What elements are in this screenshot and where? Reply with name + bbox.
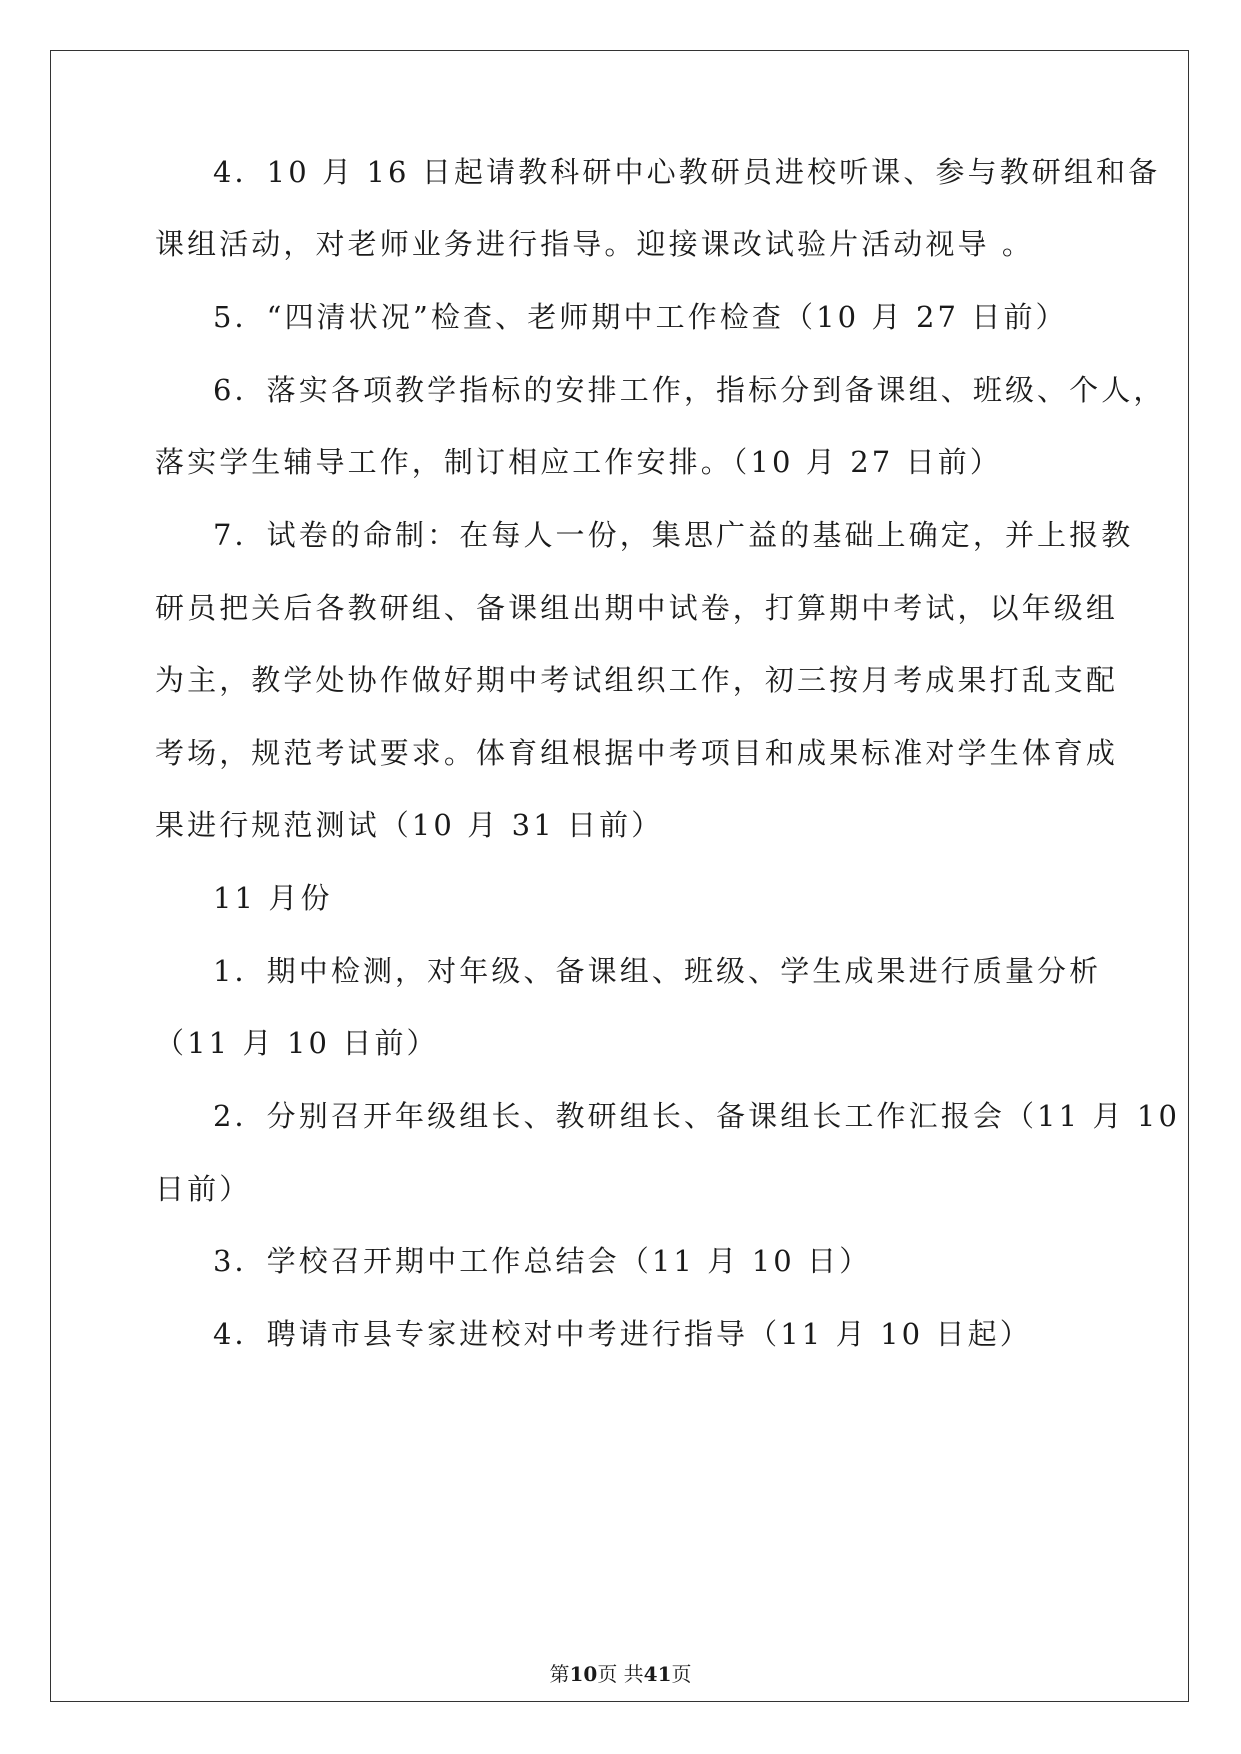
paragraph-line: 1．期中检测，对年级、备课组、班级、学生成果进行质量分析 (213, 954, 1102, 988)
total-pages-number: 41 (643, 1662, 672, 1686)
paragraph-line: 研员把关后各教研组、备课组出期中试卷，打算期中考试，以年级组 (155, 591, 1119, 625)
paragraph-line: 2．分别召开年级组长、教研组长、备课组长工作汇报会（11 月 10 (213, 1099, 1180, 1133)
paragraph-line: 课组活动，对老师业务进行指导。迎接课改试验片活动视导 。 (155, 227, 1035, 261)
paragraph-line: 3．学校召开期中工作总结会（11 月 10 日） (213, 1244, 872, 1278)
paragraph-line: 5．“四清状况”检查、老师期中工作检查（10 月 27 日前） (213, 300, 1068, 334)
page-footer (0, 1660, 1241, 1688)
current-page-number: 10 (569, 1662, 598, 1686)
footer-prefix: 第 (549, 1662, 570, 1686)
paragraph-line: 落实学生辅导工作，制订相应工作安排。（10 月 27 日前） (155, 445, 1002, 479)
section-heading: 11 月份 (213, 881, 333, 915)
paragraph-line: 果进行规范测试（10 月 31 日前） (155, 808, 664, 842)
footer-middle: 页 共 (597, 1662, 644, 1686)
paragraph-line: 4．聘请市县专家进校对中考进行指导（11 月 10 日起） (213, 1317, 1032, 1351)
paragraph-line: 日前） (155, 1172, 252, 1206)
paragraph-line: 为主，教学处协作做好期中考试组织工作，初三按月考成果打乱支配 (155, 663, 1119, 697)
paragraph-line: 4．10 月 16 日起请教科研中心教研员进校听课、参与教研组和备 (213, 155, 1161, 189)
paragraph-line: 6．落实各项教学指标的安排工作，指标分到备课组、班级、个人， (213, 373, 1166, 407)
footer-suffix: 页 (671, 1662, 692, 1686)
paragraph-line: （11 月 10 日前） (155, 1026, 439, 1060)
paragraph-line: 考场，规范考试要求。体育组根据中考项目和成果标准对学生体育成 (155, 736, 1119, 770)
paragraph-line: 7．试卷的命制：在每人一份，集思广益的基础上确定，并上报教 (213, 518, 1134, 552)
